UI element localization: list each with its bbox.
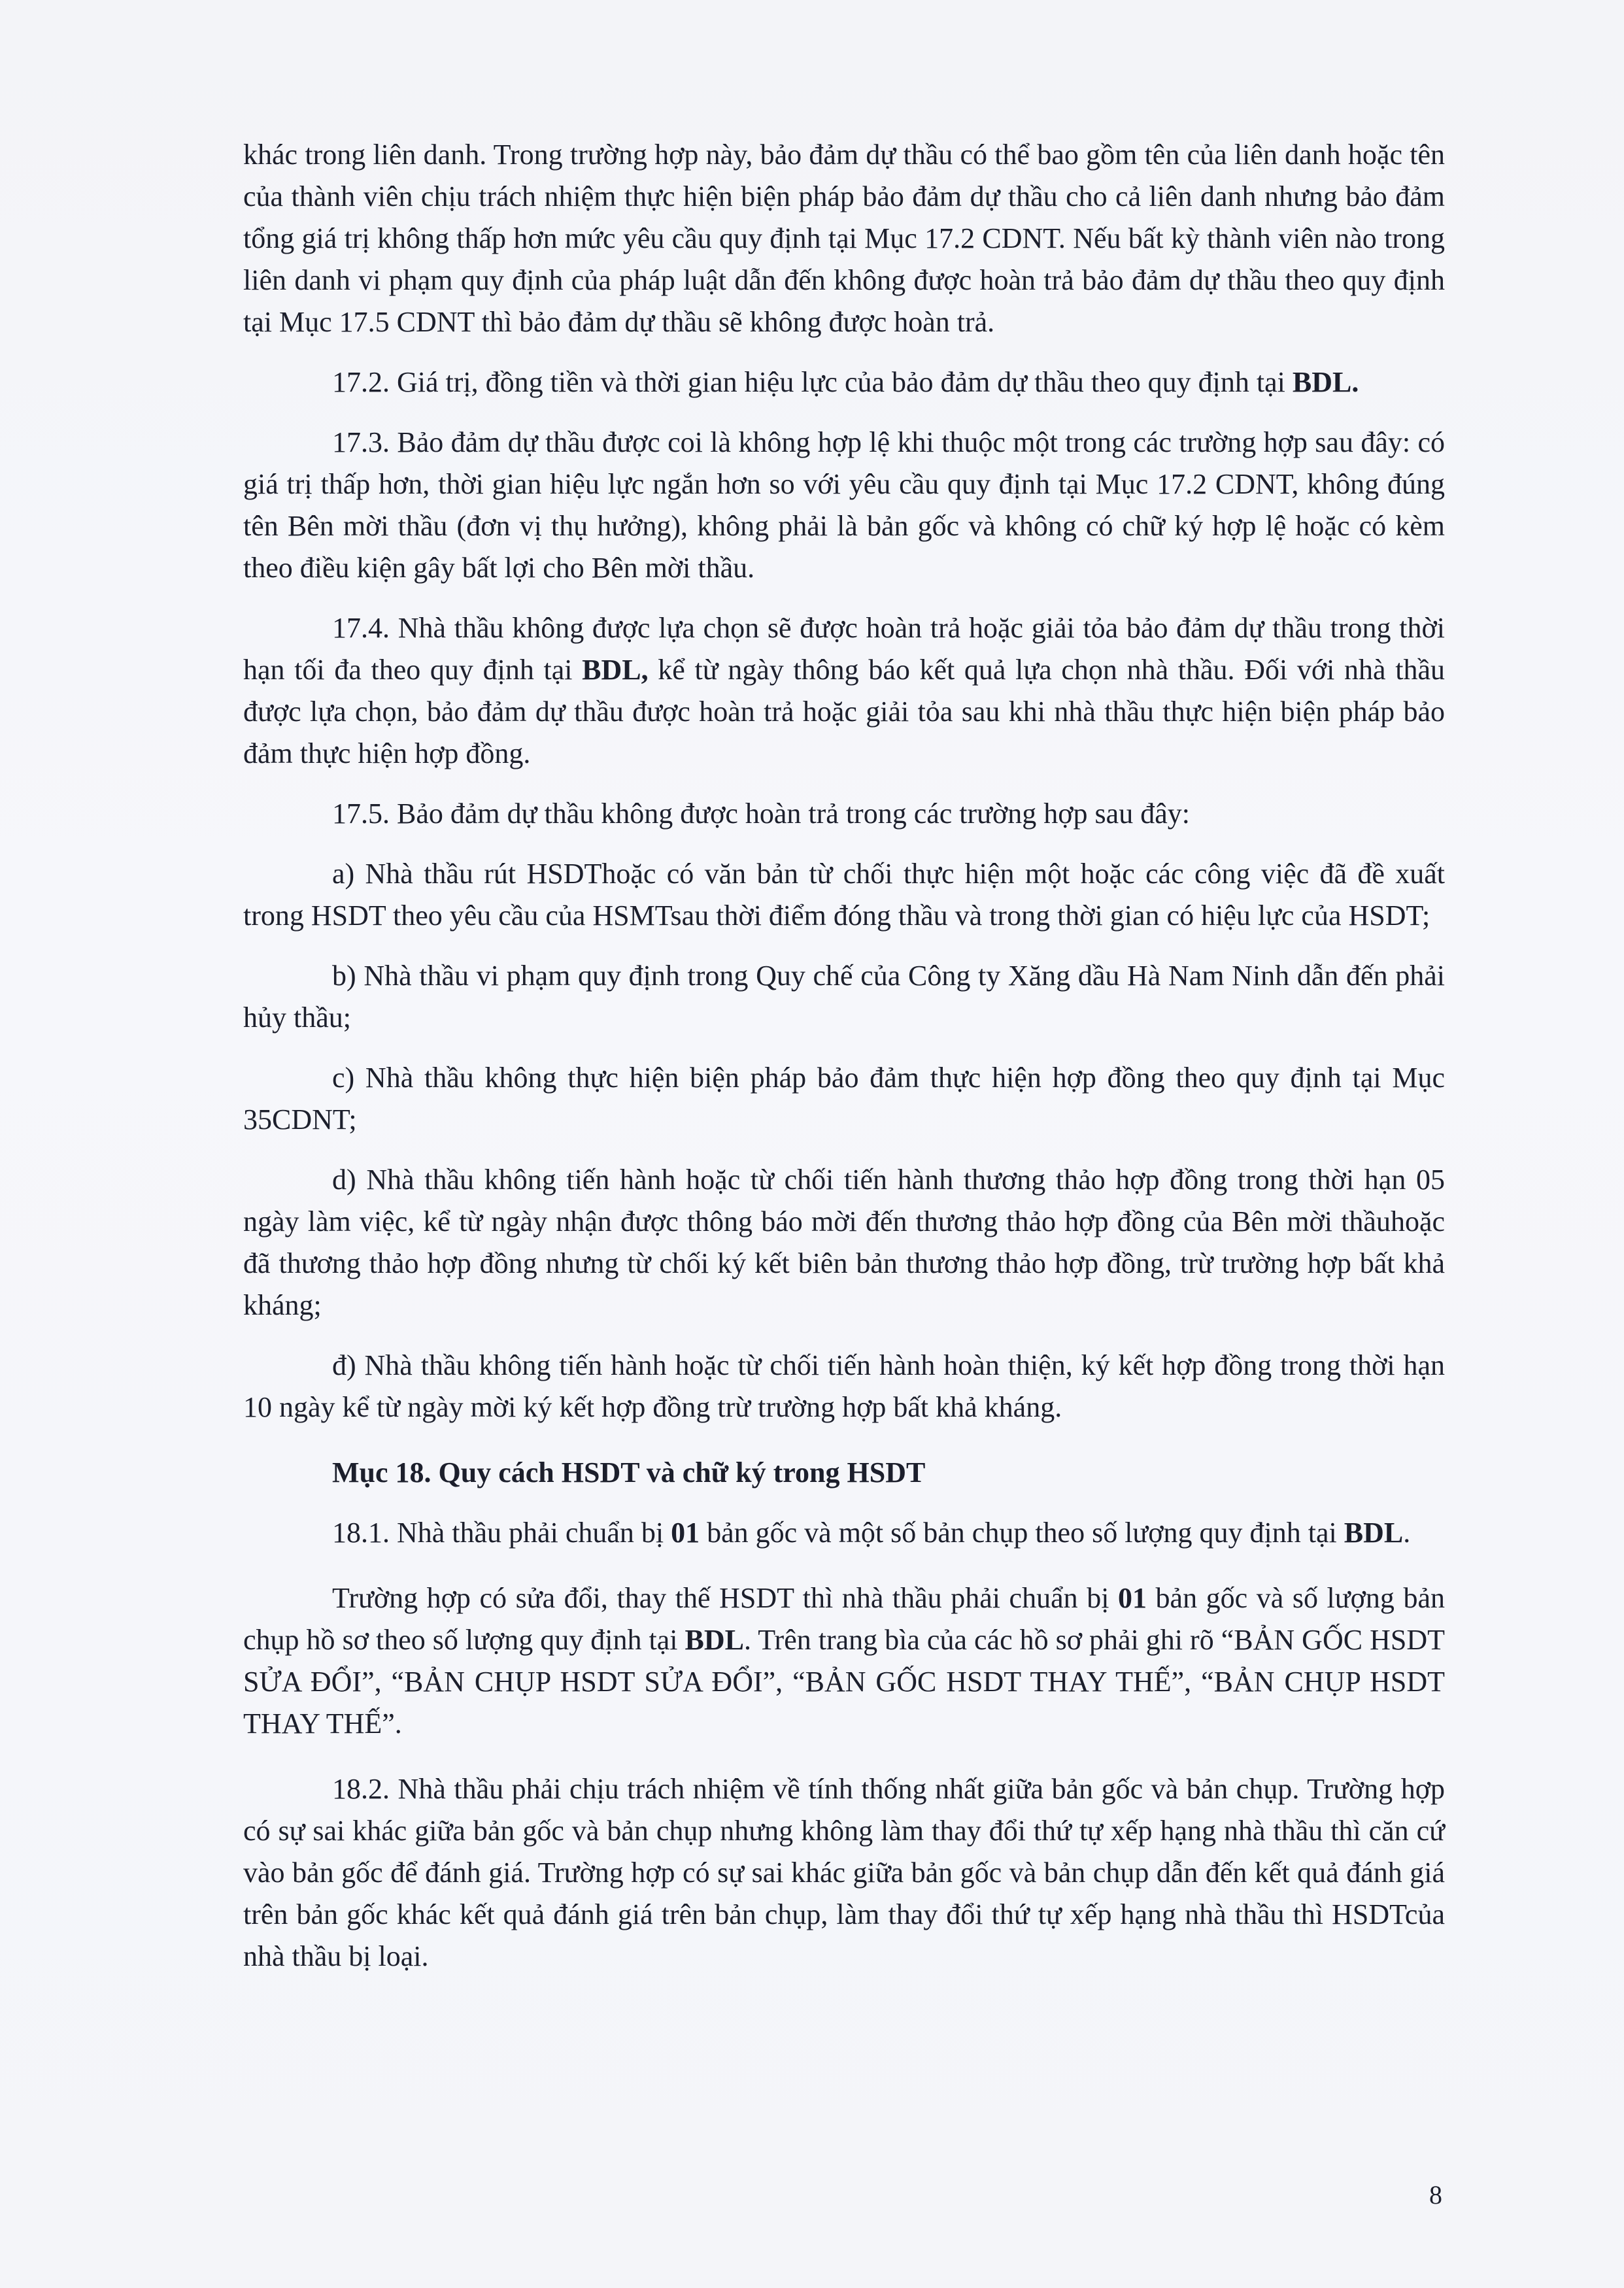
document-body <box>243 134 1445 1977</box>
paragraph-17-5: 17.5. Bảo đảm dự thầu không được hoàn trả trong các trường hợp sau đây: <box>332 798 1190 830</box>
paragraph-18-1-end: . <box>1403 1517 1411 1549</box>
paragraph-amendment-text-end: . Trên trang bìa của các hồ sơ phải ghi rõ “BẢN GỐC HSDT SỬA ĐỔI”, “BẢN CHỤP HSDT SỬA ĐỔI”, “BẢN GỐC HSDT THAY THẾ”, “BẢN CHỤP HSDT THAY THẾ”. <box>243 1624 1445 1740</box>
paragraph-17-3: 17.3. Bảo đảm dự thầu được coi là không hợp lệ khi thuộc một trong các trường hợp sau đây: có giá trị thấp hơn, thời gian hiệu lực ngắn hơn so với yêu cầu quy định tại Mục 17.2 CDNT, không đúng tên Bên mời thầu (đơn vị thụ hưởng), không phải là bản gốc và không có chữ ký hợp lệ hoặc có kèm theo điều kiện gây bất lợi cho Bên mời thầu. <box>243 426 1445 584</box>
list-item-a: a) Nhà thầu rút HSDThoặc có văn bản từ chối thực hiện một hoặc các công việc đã đề xuất trong HSDT theo yêu cầu của HSMTsau thời điểm đóng thầu và trong thời gian có hiệu lực của HSDT; <box>243 858 1445 932</box>
list-item-b: b) Nhà thầu vi phạm quy định trong Quy chế của Công ty Xăng dầu Hà Nam Ninh dẫn đến phải hủy thầu; <box>243 960 1445 1034</box>
bdl-reference: BDL <box>1344 1517 1404 1549</box>
list-item-dd: đ) Nhà thầu không tiến hành hoặc từ chối tiến hành hoàn thiện, ký kết hợp đồng trong thời hạn 10 ngày kể từ ngày mời ký kết hợp đồng trừ trường hợp bất khả kháng. <box>243 1349 1445 1423</box>
paragraph-17-4 <box>243 607 1445 775</box>
paragraph-amendment-text: Trường hợp có sửa đổi, thay thế HSDT thì nhà thầu phải chuẩn bị <box>332 1582 1118 1614</box>
bdl-reference: BDL. <box>1292 366 1359 398</box>
paragraph-18-1 <box>243 1512 1445 1554</box>
bdl-reference: BDL <box>685 1624 744 1656</box>
paragraph-amendment <box>243 1577 1445 1745</box>
paragraph-17-4-text: 17.4. Nhà thầu không được lựa chọn sẽ được hoàn trả hoặc giải tỏa bảo đảm dự thầu trong thời hạn tối đa theo quy định tại <box>243 612 1445 686</box>
paragraph-18-1-text: 18.1. Nhà thầu phải chuẩn bị <box>332 1517 671 1549</box>
list-item-d: d) Nhà thầu không tiến hành hoặc từ chối tiến hành thương thảo hợp đồng trong thời hạn 05 ngày làm việc, kể từ ngày nhận được thông báo mời đến thương thảo hợp đồng của Bên mời thầuhoặc đã thương thảo hợp đồng nhưng từ chối ký kết biên bản thương thảo hợp đồng, trừ trường hợp bất khả kháng; <box>243 1164 1445 1321</box>
section-heading-18 <box>243 1452 1445 1494</box>
quantity-bold: 01 <box>671 1517 700 1549</box>
paragraph-18-1-text-mid: bản gốc và một số bản chụp theo số lượng quy định tại <box>700 1517 1344 1549</box>
paragraph-17-2 <box>243 362 1445 403</box>
paragraph-amendment-text-mid: bản gốc và số lượng bản chụp hồ sơ theo số lượng quy định tại <box>243 1582 1445 1656</box>
paragraph-18-2: 18.2. Nhà thầu phải chịu trách nhiệm về tính thống nhất giữa bản gốc và bản chụp. Trường hợp có sự sai khác giữa bản gốc và bản chụp nhưng không làm thay đổi thứ tự xếp hạng nhà thầu thì căn cứ vào bản gốc để đánh giá. Trường hợp có sự sai khác giữa bản gốc và bản chụp dẫn đến kết quả đánh giá trên bản gốc khác kết quả đánh giá trên bản chụp, làm thay đổi thứ tự xếp hạng nhà thầu thì HSDTcủa nhà thầu bị loại. <box>243 1773 1445 1972</box>
page-number: 8 <box>1429 2180 1442 2210</box>
section-heading-18-text: Mục 18. Quy cách HSDT và chữ ký trong HSDT <box>332 1456 926 1489</box>
paragraph-intro: khác trong liên danh. Trong trường hợp này, bảo đảm dự thầu có thể bao gồm tên của liên danh hoặc tên của thành viên chịu trách nhiệm thực hiện biện pháp bảo đảm dự thầu cho cả liên danh nhưng bảo đảm tổng giá trị không thấp hơn mức yêu cầu quy định tại Mục 17.2 CDNT. Nếu bất kỳ thành viên nào trong liên danh vi phạm quy định của pháp luật dẫn đến không được hoàn trả bảo đảm dự thầu theo quy định tại Mục 17.5 CDNT thì bảo đảm dự thầu sẽ không được hoàn trả. <box>243 139 1445 338</box>
paragraph-17-2-text: 17.2. Giá trị, đồng tiền và thời gian hiệu lực của bảo đảm dự thầu theo quy định tại <box>332 366 1293 398</box>
paragraph-17-4-text-end: kể từ ngày thông báo kết quả lựa chọn nhà thầu. Đối với nhà thầu được lựa chọn, bảo đảm dự thầu được hoàn trả hoặc giải tỏa sau khi nhà thầu thực hiện biện pháp bảo đảm thực hiện hợp đồng. <box>243 654 1445 769</box>
bdl-reference: BDL, <box>582 654 649 686</box>
quantity-bold: 01 <box>1117 1582 1147 1614</box>
list-item-c: c) Nhà thầu không thực hiện biện pháp bảo đảm thực hiện hợp đồng theo quy định tại Mục 35CDNT; <box>243 1062 1445 1136</box>
